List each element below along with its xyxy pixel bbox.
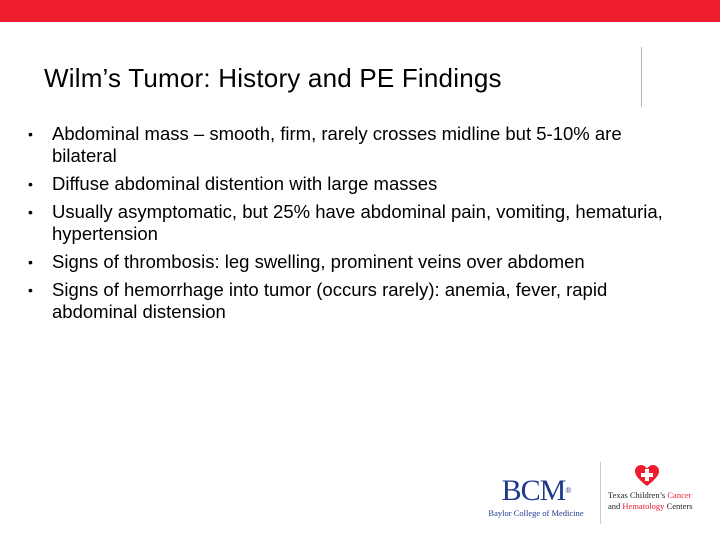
- tch-accent-text: Hematology: [622, 501, 665, 511]
- registered-mark: ®: [565, 486, 571, 495]
- bullet-item: [26, 173, 666, 195]
- bullet-text: Signs of hemorrhage into tumor (occurs rarely): anemia, fever, rapid abdominal distension: [52, 279, 608, 322]
- tch-text: Centers: [664, 501, 693, 511]
- slide-title: Wilm’s Tumor: History and PE Findings: [44, 63, 502, 93]
- logo-divider: [600, 462, 601, 524]
- bullet-text: Signs of thrombosis: leg swelling, prominent veins over abdomen: [52, 251, 585, 272]
- bullet-dot: •: [28, 176, 33, 192]
- bullet-text: Abdominal mass – smooth, firm, rarely crosses midline but 5-10% are bilateral: [52, 123, 622, 166]
- bullet-text: Usually asymptomatic, but 25% have abdominal pain, vomiting, hematuria, hypertension: [52, 201, 663, 244]
- heart-cross-icon: [634, 464, 660, 488]
- tch-accent-text: Cancer: [667, 490, 692, 500]
- footer-logos: [470, 460, 720, 540]
- bcm-letters: BCM: [501, 474, 566, 507]
- bullet-dot: •: [28, 282, 33, 298]
- bullet-item: [26, 279, 666, 323]
- tch-text: Texas Children’s: [608, 490, 668, 500]
- tch-name-line2: [608, 501, 718, 512]
- bullet-dot: •: [28, 126, 33, 142]
- top-red-bar: [0, 0, 720, 22]
- bullet-item: [26, 201, 666, 245]
- bullet-list: [26, 123, 666, 329]
- bullet-item: [26, 123, 666, 167]
- bcm-logo: [480, 476, 592, 518]
- bullet-item: [26, 251, 666, 273]
- bcm-wordmark: [480, 476, 592, 506]
- tch-name-line1: [608, 490, 718, 501]
- title-divider-line: [641, 47, 642, 107]
- bcm-name: Baylor College of Medicine: [488, 508, 584, 518]
- bullet-dot: •: [28, 204, 33, 220]
- tch-text: and: [608, 501, 623, 511]
- bullet-dot: •: [28, 254, 33, 270]
- tch-logo: [608, 464, 718, 512]
- bullet-text: Diffuse abdominal distention with large masses: [52, 173, 438, 194]
